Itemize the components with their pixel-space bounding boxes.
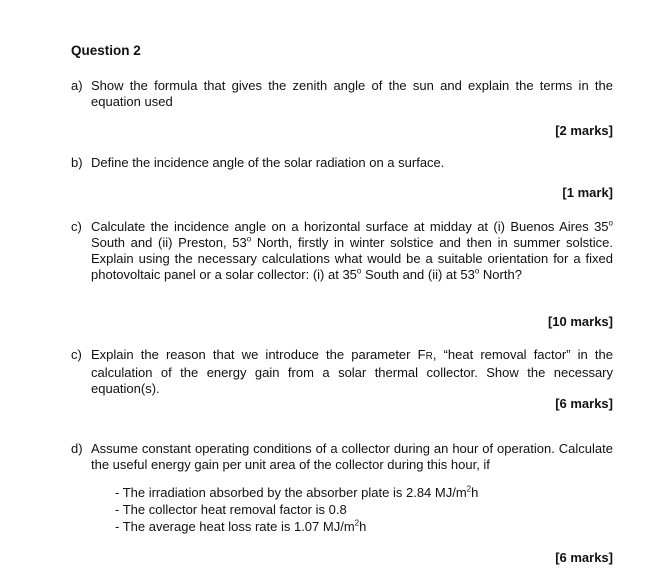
question-a-label: a) [71,78,83,93]
question-a-marks: [2 marks] [555,123,613,138]
question-a-text: Show the formula that gives the zenith angle of the sun and explain the terms in the equation used [91,78,613,109]
question-c2-label: c) [71,347,82,362]
question-b-label: b) [71,155,83,170]
question-d-text: Assume constant operating conditions of a collector during an hour of operation. Calculate the useful energy gain per unit area of the collector during this hour, if [91,441,613,472]
question-c2-text: Explain the reason that we introduce the parameter FR, “heat removal factor” in the calculation of the energy gain from a solar thermal collector. Show the necessary equation(s). [91,347,613,396]
question-d-label: d) [71,441,83,456]
question-c2-marks: [6 marks] [555,396,613,411]
bullet-item: - The collector heat removal factor is 0.8 [115,502,347,517]
question-c1-marks: [10 marks] [547,314,613,329]
question-c1-label: c) [71,219,82,234]
question-b-text: Define the incidence angle of the solar radiation on a surface. [91,155,445,170]
question-d-marks: [6 marks] [555,550,613,565]
question-b-marks: [1 mark] [562,185,613,200]
page-title: Question 2 [71,43,141,58]
bullet-item: - The irradiation absorbed by the absorber plate is 2.84 $MJ/m^2h$ [115,484,479,500]
question-c1-text: Calculate the incidence angle on a horizontal surface at midday at (i) Buenos Aires 35$^o$ South and (ii) Preston, 53$^o$ North, firstly in winter solstice and then in summer solstice. Explain using the necessary calculations what would be a suitable orientation for a fixed photovoltaic panel or a solar collector: (i) at 35$^o$ South and (ii) at 53$^o$ North? [91,218,614,282]
bullet-item: - The average heat loss rate is 1.07 $MJ/m^2h$ [115,518,367,534]
question-d-bullets [115,485,478,536]
